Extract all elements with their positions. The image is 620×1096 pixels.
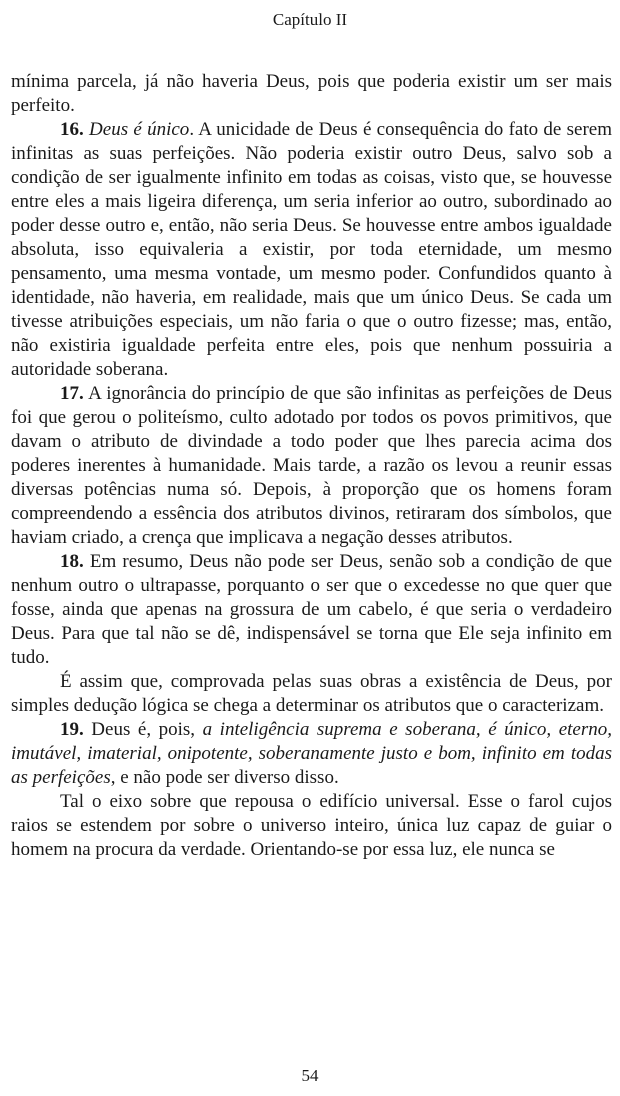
paragraph-18	[11, 550, 612, 670]
emphasized-definition: a inteligência suprema e soberana, é único, eterno, imutável, imaterial, onipotente, soberanamente justo e bom, infinito em todas as perfeições	[11, 719, 612, 788]
page-body	[11, 70, 612, 862]
paragraph-continuation: mínima parcela, já não haveria Deus, pois que poderia existir um ser mais perfeito.	[11, 71, 612, 116]
paragraph-20: Tal o eixo sobre que repousa o edifício universal. Esse o farol cujos raios se estendem por sobre o universo inteiro, única luz capaz de guiar o homem na procura da verdade. Orientando-se por essa luz, ele nunca se	[11, 791, 612, 860]
running-header	[0, 10, 620, 30]
paragraph-text: Em resumo, Deus não pode ser Deus, senão sob a condição de que nenhum outro o ultrapasse, porquanto o ser que o excedesse no que quer que fosse, ainda que apenas na grossura de um cabelo, é que seria o verdadeiro Deus. Para que tal não se dê, indispensável se torna que Ele seja infinito em tudo.	[11, 551, 612, 668]
paragraph-text: . A unicidade de Deus é consequência do fato de serem infinitas as suas perfeições. Não poderia existir outro Deus, salvo sob a condição de ser igualmente infinito em todas as coisas, visto que, se houvesse entre eles a mais ligeira diferença, um seria inferior ao outro, subordinado ao poder desse outro e, então, não seria Deus. Se houvesse entre ambos igualdade absoluta, isso equivaleria a existir, por toda eternidade, um mesmo pensamento, uma mesma vontade, um mesmo poder. Confundidos quanto à identidade, não haveria, em realidade, mais que um único Deus. Se cada um tivesse atribuições especiais, um não faria o que o outro fizesse; mas, então, não existiria igualdade perfeita entre eles, pois que nenhum possuiria a autoridade soberana.	[11, 119, 612, 380]
paragraph-18-continued: É assim que, comprovada pelas suas obras a existência de Deus, por simples dedução lógica se chega a determinar os atributos que o caracterizam.	[11, 671, 612, 716]
paragraph-number: 18.	[60, 551, 84, 572]
paragraph-19	[11, 718, 612, 790]
paragraph-text: Deus é, pois,	[83, 719, 203, 740]
paragraph-title: Deus é único	[89, 119, 190, 140]
paragraph-number: 16.	[60, 119, 84, 140]
page-footer	[0, 1066, 620, 1086]
paragraph-text: , e não pode ser diverso disso.	[110, 767, 339, 788]
paragraph-17	[11, 382, 612, 550]
paragraph-text: A ignorância do princípio de que são infinitas as perfeições de Deus foi que gerou o politeísmo, culto adotado por todos os povos primitivos, que davam o atributo de divindade a todo poder que lhes parecia acima dos poderes inerentes à humanidade. Mais tarde, a razão os levou a reunir essas diversas potências numa só. Depois, à proporção que os homens foram compreendendo a essência dos atributos divinos, retiraram dos símbolos, que haviam criado, a crença que implicava a negação desses atributos.	[11, 383, 612, 548]
paragraph-16	[11, 118, 612, 382]
paragraph-number: 17.	[60, 383, 84, 404]
page-number: 54	[301, 1066, 319, 1085]
chapter-title: Capítulo II	[272, 10, 348, 29]
paragraph-number: 19.	[60, 719, 84, 740]
